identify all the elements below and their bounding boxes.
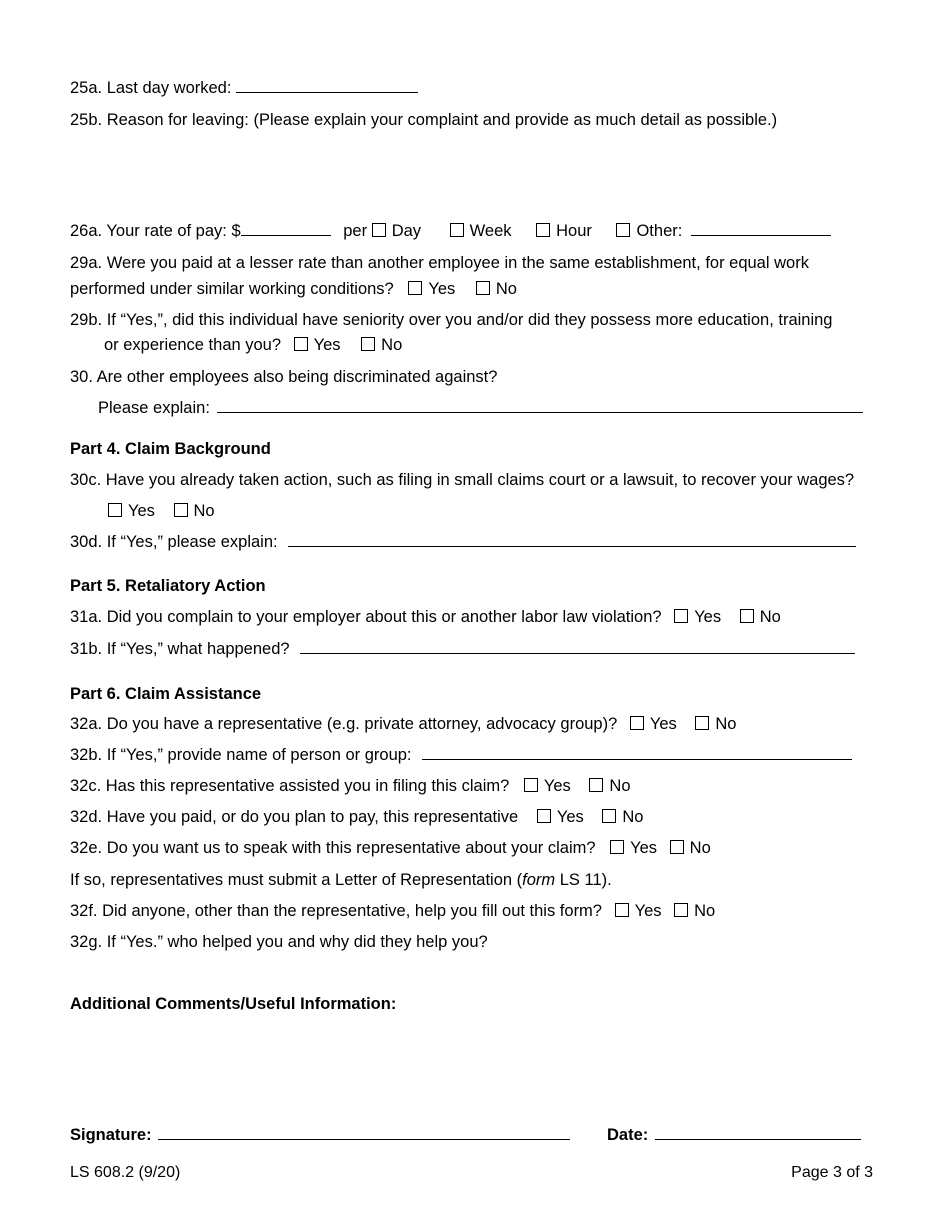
q25a-row: [70, 78, 418, 98]
q32c-no-checkbox[interactable]: [589, 778, 603, 792]
q31a-yes-checkbox[interactable]: [674, 609, 688, 623]
q32a-label: 32a. Do you have a representative (e.g. private attorney, advocacy group)?: [70, 715, 618, 733]
q29a-row: [70, 279, 517, 299]
rate-of-pay-field[interactable]: [241, 221, 331, 236]
signature-label: Signature:: [70, 1126, 152, 1144]
q31b-row: [70, 639, 855, 659]
form-id: LS 608.2 (9/20): [70, 1164, 181, 1181]
q31a-no-checkbox[interactable]: [740, 609, 754, 623]
other-rate-field[interactable]: [691, 221, 831, 236]
q26a-row: [70, 221, 831, 241]
q29b-row: [104, 335, 402, 355]
hour-label: Hour: [556, 222, 592, 240]
yes-label: Yes: [556, 808, 584, 826]
q31b-label: 31b. If “Yes,” what happened?: [70, 640, 290, 658]
yes-label: Yes: [128, 502, 155, 520]
q32c-yes-checkbox[interactable]: [524, 778, 538, 792]
q29b-no-checkbox[interactable]: [361, 337, 375, 351]
q32e-yes-checkbox[interactable]: [610, 840, 624, 854]
q32c-label: 32c. Has this representative assisted you in filing this claim?: [70, 777, 510, 795]
q32e-row: [70, 838, 711, 858]
no-label: No: [609, 777, 631, 795]
note-italic: form: [522, 871, 556, 889]
q32d-label: 32d. Have you paid, or do you plan to pay, this representative: [70, 808, 519, 826]
q29a-yes-checkbox[interactable]: [408, 281, 422, 295]
comments-area[interactable]: [70, 1018, 866, 1108]
part5-heading: Part 5. Retaliatory Action: [70, 577, 266, 595]
note-before: If so, representatives must submit a Letter of Representation (: [70, 871, 523, 889]
action-explain-field[interactable]: [288, 532, 856, 547]
day-checkbox[interactable]: [372, 223, 386, 237]
week-label: Week: [469, 222, 512, 240]
no-label: No: [495, 280, 517, 298]
yes-label: Yes: [313, 336, 341, 354]
representation-note: [70, 870, 612, 890]
date-field[interactable]: [655, 1125, 861, 1140]
hour-checkbox[interactable]: [536, 223, 550, 237]
yes-label: Yes: [543, 777, 571, 795]
no-label: No: [694, 902, 716, 920]
per-label: per: [343, 222, 368, 240]
q29b-yes-checkbox[interactable]: [294, 337, 308, 351]
q32c-row: [70, 776, 631, 796]
reason-for-leaving-area[interactable]: [70, 135, 866, 215]
page-number: Page 3 of 3: [791, 1164, 873, 1181]
q32f-no-checkbox[interactable]: [674, 903, 688, 917]
yes-label: Yes: [634, 902, 662, 920]
last-day-worked-field[interactable]: [236, 78, 418, 93]
q32d-no-checkbox[interactable]: [602, 809, 616, 823]
discrimination-explain-field[interactable]: [217, 398, 863, 413]
note-after: LS 11).: [555, 871, 612, 889]
q29b-line1: 29b. If “Yes,”, did this individual have seniority over you and/or did they possess more education, training: [70, 311, 833, 329]
q25a-label: 25a. Last day worked:: [70, 79, 232, 97]
date-label: Date:: [607, 1126, 649, 1144]
yes-label: Yes: [649, 715, 677, 733]
q30c-no-checkbox[interactable]: [174, 503, 188, 517]
q30-explain-label: Please explain:: [98, 399, 210, 417]
q26a-label: 26a. Your rate of pay: $: [70, 222, 241, 240]
no-label: No: [759, 608, 781, 626]
signature-field[interactable]: [158, 1125, 570, 1140]
q31a-label: 31a. Did you complain to your employer about this or another labor law violation?: [70, 608, 662, 626]
no-label: No: [622, 808, 644, 826]
other-checkbox[interactable]: [616, 223, 630, 237]
q29b-line2: or experience than you?: [104, 336, 282, 354]
q32a-no-checkbox[interactable]: [695, 716, 709, 730]
no-label: No: [715, 715, 737, 733]
other-label: Other:: [636, 222, 683, 240]
q25b-label: 25b. Reason for leaving: (Please explain your complaint and provide as much detail as possible.): [70, 111, 778, 129]
yes-label: Yes: [694, 608, 722, 626]
part4-heading: Part 4. Claim Background: [70, 440, 271, 458]
q32e-label: 32e. Do you want us to speak with this representative about your claim?: [70, 839, 596, 857]
helper-explain-area[interactable]: [70, 956, 866, 990]
representative-name-field[interactable]: [422, 745, 852, 760]
no-label: No: [689, 839, 711, 857]
what-happened-field[interactable]: [300, 639, 855, 654]
q29a-line2: performed under similar working conditions?: [70, 280, 394, 298]
yes-label: Yes: [630, 839, 658, 857]
day-label: Day: [391, 222, 422, 240]
q32f-yes-checkbox[interactable]: [615, 903, 629, 917]
q29a-line1: 29a. Were you paid at a lesser rate than another employee in the same establishment, for equal work: [70, 254, 809, 272]
q30d-row: [70, 532, 856, 552]
q32d-yes-checkbox[interactable]: [537, 809, 551, 823]
q30-label: 30. Are other employees also being discriminated against?: [70, 368, 498, 386]
q30c-yes-checkbox[interactable]: [108, 503, 122, 517]
q32g-label: 32g. If “Yes.” who helped you and why did they help you?: [70, 933, 488, 951]
q32e-no-checkbox[interactable]: [670, 840, 684, 854]
q32a-row: [70, 714, 736, 734]
week-checkbox[interactable]: [450, 223, 464, 237]
date-row: [607, 1125, 861, 1145]
q32a-yes-checkbox[interactable]: [630, 716, 644, 730]
q30c-options: [108, 501, 215, 521]
q31a-row: [70, 607, 781, 627]
no-label: No: [193, 502, 215, 520]
q32b-label: 32b. If “Yes,” provide name of person or group:: [70, 746, 412, 764]
q32f-row: [70, 901, 715, 921]
q32f-label: 32f. Did anyone, other than the representative, help you fill out this form?: [70, 902, 602, 920]
yes-label: Yes: [428, 280, 456, 298]
signature-row: [70, 1125, 570, 1145]
comments-heading: Additional Comments/Useful Information:: [70, 995, 397, 1013]
q32d-row: [70, 807, 643, 827]
q30d-label: 30d. If “Yes,” please explain:: [70, 533, 278, 551]
q30c-label: 30c. Have you already taken action, such as filing in small claims court or a lawsuit, to recover your wages?: [70, 471, 855, 489]
q29a-no-checkbox[interactable]: [476, 281, 490, 295]
part6-heading: Part 6. Claim Assistance: [70, 685, 262, 703]
no-label: No: [381, 336, 403, 354]
q30-explain-row: [98, 398, 863, 418]
q32b-row: [70, 745, 852, 765]
